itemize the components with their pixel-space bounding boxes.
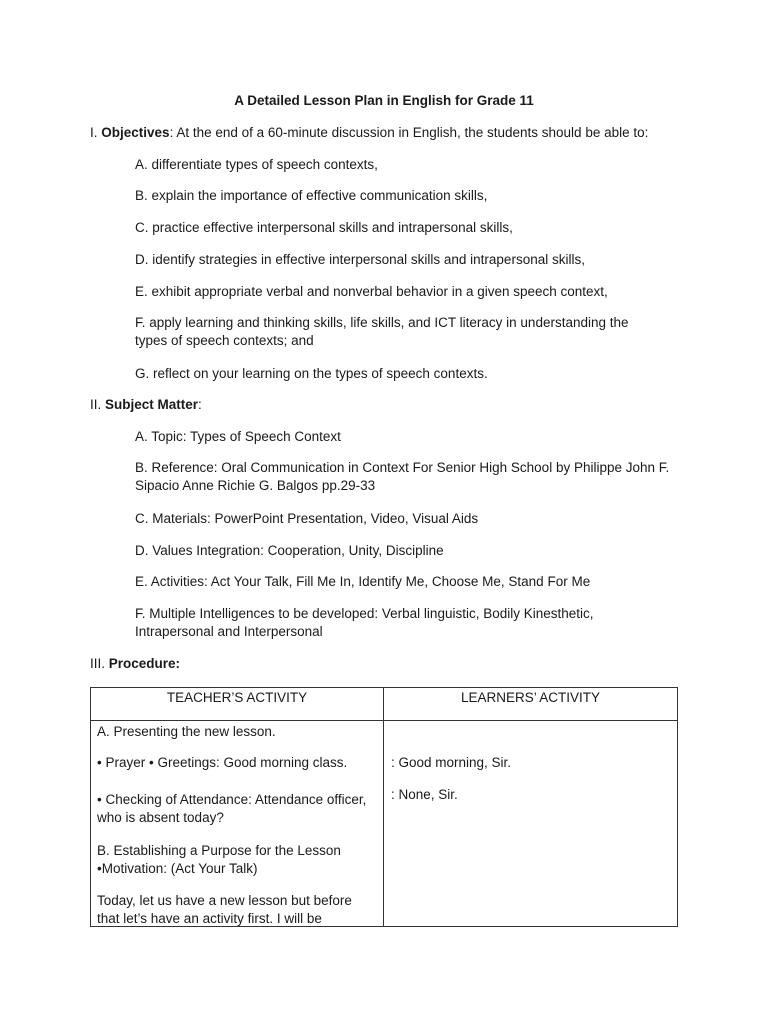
objective-item: G. reflect on your learning on the types of speech contexts. — [135, 366, 488, 381]
teacher-step: B. Establishing a Purpose for the Lesson •Motivation: (Act Your Talk) — [97, 843, 341, 876]
subject-matter-item: F. Multiple Intelligences to be developed: Verbal linguistic, Bodily Kinesthetic, Intrapersonal and Interpersonal — [135, 606, 594, 639]
procedure-prefix: III. — [90, 656, 109, 671]
teacher-step: • Checking of Attendance: Attendance officer, who is absent today? — [97, 792, 367, 825]
table-header-row — [91, 688, 678, 721]
teacher-step: A. Presenting the new lesson. — [97, 724, 276, 739]
procedure-heading — [90, 655, 180, 673]
teacher-step: • Prayer • Greetings: Good morning class. — [97, 755, 348, 770]
learner-response: : None, Sir. — [391, 787, 458, 802]
subject-matter-item: B. Reference: Oral Communication in Context For Senior High School by Philippe John F. Sipacio Anne Richie G. Balgos pp.29-33 — [135, 460, 670, 493]
subject-matter-prefix: II. — [90, 397, 106, 412]
teacher-activity-header: TEACHER’S ACTIVITY — [91, 688, 384, 721]
objective-item: D. identify strategies in effective interpersonal skills and intrapersonal skills, — [135, 252, 585, 267]
subject-matter-item: C. Materials: PowerPoint Presentation, Video, Visual Aids — [135, 511, 479, 526]
objectives-heading — [90, 124, 648, 142]
procedure-label: Procedure: — [108, 656, 181, 671]
subject-matter-item: A. Topic: Types of Speech Context — [135, 429, 341, 444]
document-title: A Detailed Lesson Plan in English for Grade 11 — [234, 93, 534, 108]
objective-item: F. apply learning and thinking skills, life skills, and ICT literacy in understanding the types of speech contexts; and — [135, 315, 629, 348]
subject-matter-label: Subject Matter — [105, 397, 199, 412]
learners-activity-cell — [384, 721, 678, 927]
teacher-activity-cell — [91, 721, 384, 927]
objective-item: A. differentiate types of speech contexts, — [135, 157, 378, 172]
table-row — [91, 721, 678, 927]
learner-response: : Good morning, Sir. — [391, 755, 512, 770]
procedure-table — [90, 687, 678, 927]
objective-item: C. practice effective interpersonal skills and intrapersonal skills, — [135, 220, 513, 235]
objectives-intro: : At the end of a 60-minute discussion in English, the students should be able to: — [169, 125, 649, 140]
objectives-label: Objectives — [101, 125, 170, 140]
subject-matter-heading — [90, 396, 202, 414]
subject-matter-item: E. Activities: Act Your Talk, Fill Me In, Identify Me, Choose Me, Stand For Me — [135, 574, 591, 589]
teacher-step: Today, let us have a new lesson but before that let’s have an activity first. I will be — [97, 893, 352, 926]
subject-matter-item: D. Values Integration: Cooperation, Unity, Discipline — [135, 543, 444, 558]
subject-matter-suffix: : — [198, 397, 202, 412]
learners-activity-header: LEARNERS’ ACTIVITY — [384, 688, 678, 721]
objective-item: E. exhibit appropriate verbal and nonverbal behavior in a given speech context, — [135, 284, 608, 299]
objective-item: B. explain the importance of effective communication skills, — [135, 188, 488, 203]
objectives-prefix: I. — [90, 125, 102, 140]
